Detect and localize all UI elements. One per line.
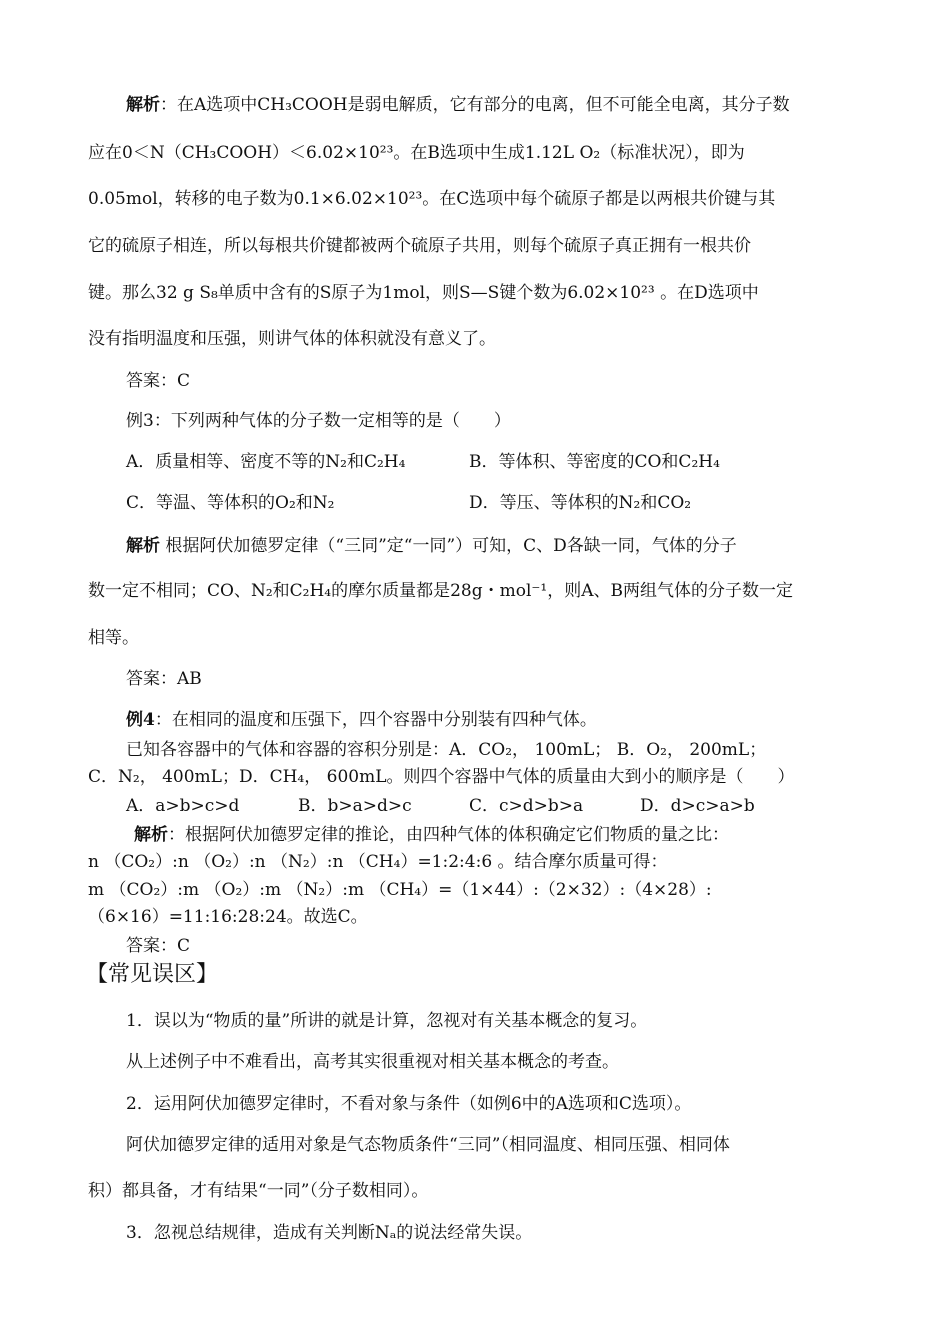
analysis2-line-2: 应在0＜N（CH₃COOH）＜6.02×10²³。在B选项中生成1.12L O₂（标准状况），即为 <box>88 143 745 163</box>
example4-question-line-3: C．N₂， 400mL；D．CH₄， 600mL。则四个容器中气体的质量由大到小的顺序是（ ） <box>88 767 795 787</box>
mistake-2-note-line-1: 阿伏加德罗定律的适用对象是气态物质条件“三同”（相同温度、相同压强、相同体 <box>126 1135 730 1155</box>
example-label: 例4 <box>126 710 155 730</box>
example3-question: 例3：下列两种气体的分子数一定相等的是（ ） <box>126 411 511 431</box>
analysis-label: 解析 <box>126 536 160 556</box>
answer-4: 答案：C <box>126 936 191 956</box>
example4-analysis-line-2: n （CO₂）:n （O₂）:n （N₂）:n （CH₄）=1:2:4:6 。结合摩尔质量可得： <box>88 852 668 872</box>
answer-2: 答案：C <box>126 371 191 391</box>
example3-option-c: C．等温、等体积的O₂和N₂ <box>126 493 335 513</box>
example4-option-a: A．a>b>c>d <box>126 796 240 816</box>
mistake-3: 3．忽视总结规律，造成有关判断Nₐ的说法经常失误。 <box>126 1223 533 1243</box>
analysis-label: 解析 <box>134 825 168 845</box>
mistake-1-note: 从上述例子中不难看出，高考其实很重视对相关基本概念的考查。 <box>126 1052 619 1072</box>
example3-analysis-line-2: 数一定不相同；CO、N₂和C₂H₄的摩尔质量都是28g・mol⁻¹，则A、B两组气体的分子数一定 <box>88 581 793 601</box>
mistake-2: 2．运用阿伏加德罗定律时，不看对象与条件（如例6中的A选项和C选项）。 <box>126 1094 692 1114</box>
example3-option-a: A．质量相等、密度不等的N₂和C₂H₄ <box>126 452 406 472</box>
example4-analysis-line-1: 解析：根据阿伏加德罗定律的推论，由四种气体的体积确定它们物质的量之比： <box>134 825 729 845</box>
example4-option-b: B．b>a>d>c <box>298 796 412 816</box>
answer-3: 答案：AB <box>126 669 202 689</box>
example3-option-b: B．等体积、等密度的CO和C₂H₄ <box>469 452 720 472</box>
example4-option-c: C．c>d>b>a <box>469 796 584 816</box>
mistake-2-note-line-2: 积）都具备，才有结果“一同”（分子数相同）。 <box>88 1181 429 1201</box>
example4-option-d: D．d>c>a>b <box>640 796 755 816</box>
example4-analysis-line-3: m （CO₂）:m （O₂）:m （N₂）:m （CH₄）=（1×44）:（2×32）:（4×28）: <box>88 880 712 900</box>
example3-option-d: D．等压、等体积的N₂和CO₂ <box>469 493 692 513</box>
analysis2-line-6: 没有指明温度和压强，则讲气体的体积就没有意义了。 <box>88 329 496 349</box>
example4-analysis-line-4: （6×16）=11:16:28:24。故选C。 <box>88 907 368 927</box>
example3-analysis-line-3: 相等。 <box>88 628 139 648</box>
mistake-1: 1．误以为“物质的量”所讲的就是计算，忽视对有关基本概念的复习。 <box>126 1011 648 1031</box>
section-heading-common-mistakes: 【常见误区】 <box>86 962 219 987</box>
example3-analysis-line-1: 解析 根据阿伏加德罗定律（“三同”定“一同”）可知，C、D各缺一同，气体的分子 <box>126 536 737 556</box>
example4-question-line-2: 已知各容器中的气体和容器的容积分别是：A．CO₂， 100mL； B．O₂， 200mL； <box>126 740 767 760</box>
analysis2-line-4: 它的硫原子相连，所以每根共价键都被两个硫原子共用，则每个硫原子真正拥有一根共价 <box>88 236 751 256</box>
analysis2-line-5: 键。那么32 g S₈单质中含有的S原子为1mol，则S—S键个数为6.02×10²³ 。在D选项中 <box>88 283 759 303</box>
analysis2-line-3: 0.05mol，转移的电子数为0.1×6.02×10²³。在C选项中每个硫原子都是以两根共价键与其 <box>88 189 776 209</box>
analysis-label: 解析 <box>126 95 160 115</box>
example4-question-line-1: 例4：在相同的温度和压强下，四个容器中分别装有四种气体。 <box>126 710 597 730</box>
analysis2-line-1: 解析：在A选项中CH₃COOH是弱电解质，它有部分的电离，但不可能全电离，其分子数 <box>126 95 790 115</box>
